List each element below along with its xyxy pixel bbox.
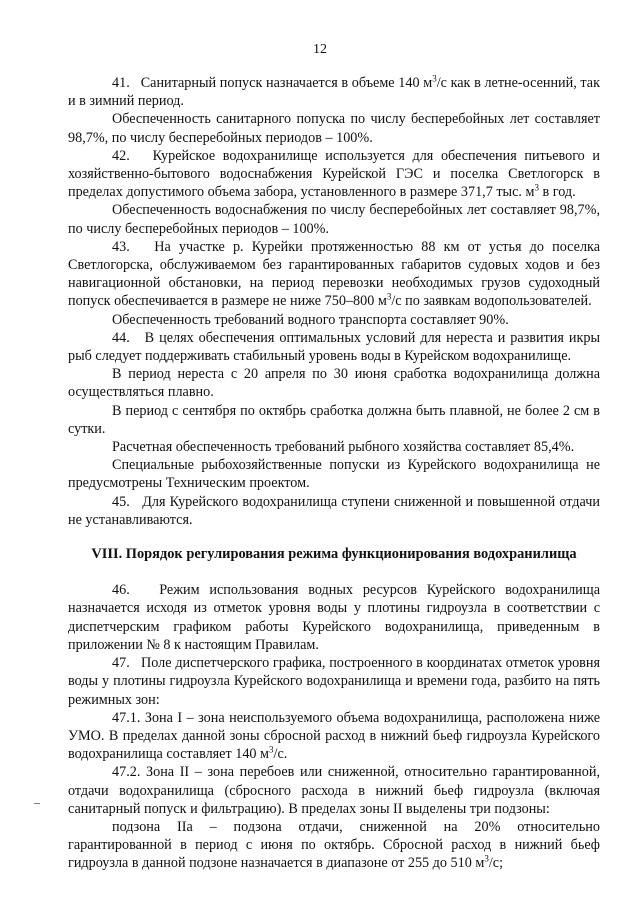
section-heading: VIII. Порядок регулирования режима функционирования водохранилища	[91, 546, 577, 563]
paragraph-47-2: 47.2. Зона II – зона перебоев или сниженной, относительно гарантированной, отдачи водохранилища (сбросного расхода в нижний бьеф гидроузла (включая санитарный попуск и фильтрацию). В пределах зоны II выделены три подзоны:	[68, 764, 600, 817]
paragraph-41	[68, 74, 600, 110]
paragraph-47: 47. Поле диспетчерского графика, построенного в координатах отметок уровня воды у плотины гидроузла Курейского водохранилища и времени года, разбито на пять режимных зон:	[68, 655, 600, 708]
subzone-a-text-end: /с;	[488, 855, 504, 872]
paragraph-43-note: Обеспеченность требований водного транспорта составляет 90%.	[112, 311, 509, 328]
paragraph-44-spawning: В период нереста с 20 апреля по 30 июня сработка водохранилища должна осуществляться плавно.	[68, 366, 600, 401]
paragraph-42-text: 42. Курейское водохранилище используется для обеспечения питьевого и хозяйственно-бытового водоснабжения Курейской ГЭС и поселка Светлогорск в пределах допустимого объема забора, установленного в размере 371,7 тыс. м	[68, 147, 600, 201]
superscript: 3	[269, 744, 274, 755]
margin-mark: –	[34, 795, 40, 809]
paragraph-43-text-end: /с по заявкам водопользователей.	[391, 293, 592, 310]
paragraph-44-fishery: Расчетная обеспеченность требований рыбного хозяйства составляет 85,4%.	[112, 439, 575, 456]
paragraph-47-1-text: 47.1. Зона I – зона неиспользуемого объема водохранилища, расположена ниже УМО. В пределах данной зоны сбросной расход в нижний бьеф гидроузла Курейского водохранилища составляет 140 м	[68, 709, 600, 763]
paragraph-41-text: 41. Санитарный попуск назначается в объеме 140 м	[112, 75, 433, 91]
paragraph-41-text-end: /с как в летне-осенний, так и в зимний период.	[68, 75, 600, 110]
paragraph-46: 46. Режим использования водных ресурсов Курейского водохранилища назначается исходя из отметок уровня воды у плотины гидроузла в соответствии с диспетчерским графиком работы Курейского водохранилища, приведенным в приложении № 8 к настоящим Правилам.	[68, 582, 600, 653]
paragraph-44-special: Специальные рыбохозяйственные попуски из Курейского водохранилища не предусмотрены Техническим проектом.	[68, 457, 600, 492]
page-number: 12	[313, 42, 327, 57]
paragraph-42-text-end: в год.	[538, 184, 576, 201]
superscript: 3	[484, 853, 489, 864]
paragraph-44-autumn: В период с сентября по октябрь сработка должна быть плавной, не более 2 см в сутки.	[68, 402, 600, 437]
paragraph-43	[68, 238, 600, 311]
paragraph-47-1-text-end: /с.	[273, 746, 288, 763]
superscript: 3	[534, 182, 539, 193]
paragraph-43-text: 43. На участке р. Курейки протяженностью 88 км от устья до поселка Светлогорска, обслуживаемом без гарантированных габаритов судовых ходов и без навигационной обстановки, на период перевозки необходимых грузов судоходный попуск обеспечивается в размере не ниже 750–800 м	[68, 238, 600, 310]
paragraph-47-2-subzone-a	[68, 818, 600, 873]
subzone-a-text: подзона IIа – подзона отдачи, сниженной на 20% относительно гарантированной в период с июня по октябрь. Сбросной расход в нижний бьеф гидроузла в данной подзоне назначается в диапазоне от 255 до 510 м	[68, 818, 600, 872]
document-body	[68, 74, 600, 873]
paragraph-42-note: Обеспеченность водоснабжения по числу бесперебойных лет составляет 98,7%, по числу бесперебойных периодов – 100%.	[68, 202, 600, 237]
superscript: 3	[386, 291, 392, 302]
paragraph-42	[68, 147, 600, 202]
paragraph-47-1	[68, 709, 600, 764]
paragraph-45: 45. Для Курейского водохранилища ступени сниженной и повышенной отдачи не устанавливаются.	[68, 493, 600, 528]
superscript: 3	[432, 73, 437, 84]
paragraph-41-note: Обеспеченность санитарного попуска по числу бесперебойных лет составляет 98,7%, по числу бесперебойных периодов – 100%.	[68, 111, 600, 146]
paragraph-44: 44. В целях обеспечения оптимальных условий для нереста и развития икры рыб следует поддерживать стабильный уровень воды в Курейском водохранилище.	[68, 329, 600, 365]
